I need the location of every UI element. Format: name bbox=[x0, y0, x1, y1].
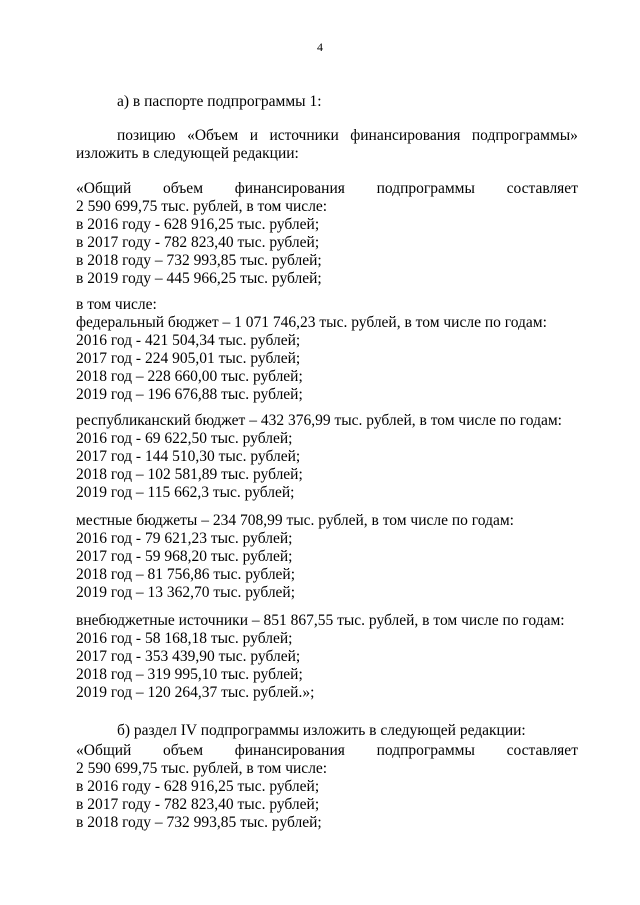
word: финансирования bbox=[234, 742, 345, 759]
word: объем bbox=[163, 742, 204, 759]
word: подпрограммы bbox=[376, 742, 475, 759]
local-budget-year: 2019 год – 13 362,70 тыс. рублей; bbox=[76, 584, 296, 601]
extrabudget-title: внебюджетные источники – 851 867,55 тыс. рублей, в том числе по годам: bbox=[76, 612, 565, 629]
republic-budget-year: 2019 год – 115 662,3 тыс. рублей; bbox=[76, 484, 295, 501]
republic-budget-year: 2018 год – 102 581,89 тыс. рублей; bbox=[76, 466, 303, 483]
extrabudget-year: 2016 год - 58 168,18 тыс. рублей; bbox=[76, 630, 293, 647]
including-label: в том числе: bbox=[76, 296, 157, 313]
local-budget-year: 2018 год – 81 756,86 тыс. рублей; bbox=[76, 566, 296, 583]
section-b-total-year: в 2018 году – 732 993,85 тыс. рублей; bbox=[76, 814, 322, 831]
section-a-total-line1 bbox=[76, 180, 578, 198]
section-a-total-year: в 2016 году - 628 916,25 тыс. рублей; bbox=[76, 216, 320, 233]
republic-budget-title: республиканский бюджет – 432 376,99 тыс. рублей, в том числе по годам: bbox=[76, 412, 562, 429]
section-b-heading: б) раздел IV подпрограммы изложить в следующей редакции: bbox=[117, 722, 526, 739]
section-a-total-year: в 2017 году - 782 823,40 тыс. рублей; bbox=[76, 234, 320, 251]
word: позицию bbox=[117, 127, 176, 144]
section-b-total-year: в 2017 году - 782 823,40 тыс. рублей; bbox=[76, 796, 320, 813]
republic-budget-year: 2016 год - 69 622,50 тыс. рублей; bbox=[76, 430, 293, 447]
section-b-total-year: в 2016 году - 628 916,25 тыс. рублей; bbox=[76, 778, 320, 795]
federal-budget-title: федеральный бюджет – 1 071 746,23 тыс. рублей, в том числе по годам: bbox=[76, 314, 547, 331]
section-a-instruction-line2: изложить в следующей редакции: bbox=[76, 145, 299, 162]
section-b-total-line2: 2 590 699,75 тыс. рублей, в том числе: bbox=[76, 760, 328, 777]
word: источники bbox=[269, 127, 339, 144]
section-a-total-year: в 2018 году – 732 993,85 тыс. рублей; bbox=[76, 252, 322, 269]
section-b-total-line1 bbox=[76, 742, 578, 760]
word: и bbox=[249, 127, 258, 144]
federal-budget-year: 2019 год – 196 676,88 тыс. рублей; bbox=[76, 386, 303, 403]
word: финансирования bbox=[350, 127, 461, 144]
local-budget-year: 2016 год - 79 621,23 тыс. рублей; bbox=[76, 530, 293, 547]
local-budget-title: местные бюджеты – 234 708,99 тыс. рублей, в том числе по годам: bbox=[76, 512, 514, 529]
federal-budget-year: 2016 год - 421 504,34 тыс. рублей; bbox=[76, 332, 301, 349]
extrabudget-year: 2018 год – 319 995,10 тыс. рублей; bbox=[76, 666, 303, 683]
local-budget-year: 2017 год - 59 968,20 тыс. рублей; bbox=[76, 548, 293, 565]
word: «Объем bbox=[187, 127, 239, 144]
section-a-total-line2: 2 590 699,75 тыс. рублей, в том числе: bbox=[76, 198, 328, 215]
section-a-instruction-line1 bbox=[117, 127, 578, 145]
word: объем bbox=[163, 180, 204, 197]
republic-budget-year: 2017 год - 144 510,30 тыс. рублей; bbox=[76, 448, 301, 465]
word: финансирования bbox=[234, 180, 345, 197]
federal-budget-year: 2018 год – 228 660,00 тыс. рублей; bbox=[76, 368, 303, 385]
extrabudget-year: 2017 год - 353 439,90 тыс. рублей; bbox=[76, 648, 301, 665]
page-number: 4 bbox=[317, 40, 323, 54]
word: составляет bbox=[506, 180, 578, 197]
extrabudget-year: 2019 год – 120 264,37 тыс. рублей.»; bbox=[76, 684, 315, 701]
federal-budget-year: 2017 год - 224 905,01 тыс. рублей; bbox=[76, 350, 301, 367]
word: «Общий bbox=[76, 180, 132, 197]
word: подпрограммы bbox=[376, 180, 475, 197]
word: составляет bbox=[506, 742, 578, 759]
section-a-heading: а) в паспорте подпрограммы 1: bbox=[117, 93, 322, 110]
section-a-total-year: в 2019 году – 445 966,25 тыс. рублей; bbox=[76, 270, 322, 287]
word: подпрограммы» bbox=[471, 127, 578, 144]
word: «Общий bbox=[76, 742, 132, 759]
